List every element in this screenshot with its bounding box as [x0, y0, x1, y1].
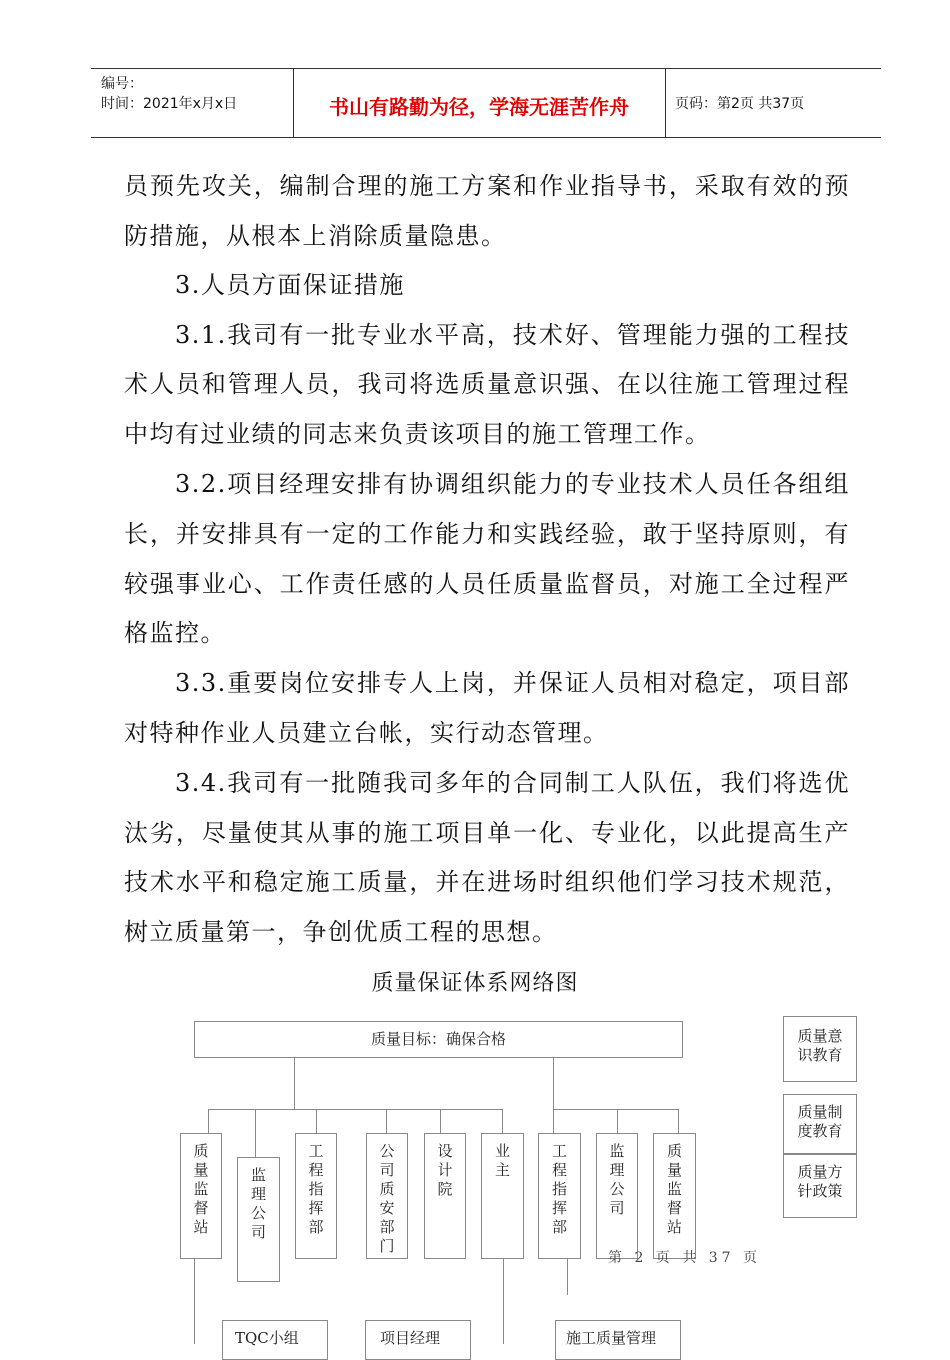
- body-line: 对特种作业人员建立台帐，实行动态管理。: [124, 719, 609, 747]
- body-line: 3.2.项目经理安排有协调组织能力的专业技术人员任各组组: [175, 470, 850, 498]
- connector-line: [553, 1109, 678, 1110]
- org-box-char: 部: [379, 1218, 395, 1236]
- org-box-char: 监: [609, 1142, 625, 1160]
- org-box-char: 站: [666, 1218, 682, 1236]
- diagram-title: 质量保证体系网络图: [371, 971, 579, 996]
- org-box-char: 司: [379, 1161, 395, 1179]
- connector-line: [208, 1109, 209, 1133]
- org-box-char: 监: [666, 1180, 682, 1198]
- body-line: 树立质量第一，争创优质工程的思想。: [124, 918, 558, 946]
- org-box-quality-supervision-station-2: [653, 1133, 696, 1259]
- org-box-char: 公: [250, 1204, 266, 1222]
- section-heading: 3.人员方面保证措施: [175, 271, 405, 299]
- org-box-char: 主: [494, 1161, 510, 1179]
- org-box-char: 设: [437, 1142, 453, 1160]
- connector-line: [194, 1259, 195, 1344]
- connector-line: [208, 1109, 502, 1110]
- construction-quality-management-box: 施工质量管理: [555, 1320, 681, 1360]
- body-line: 格监控。: [124, 619, 226, 647]
- body-line: 较强事业心、工作责任感的人员任质量监督员，对施工全过程严: [124, 570, 850, 598]
- org-box-char: 计: [437, 1161, 453, 1179]
- org-box-char: 工: [308, 1142, 324, 1160]
- org-box-char: 公: [609, 1180, 625, 1198]
- body-line: 汰劣，尽量使其从事的施工项目单一化、专业化，以此提高生产: [124, 819, 850, 847]
- side-box-policy: [783, 1154, 857, 1218]
- header-meta-cell: [91, 69, 294, 137]
- side-box-text: 识教育: [797, 1046, 843, 1064]
- org-box-char: 业: [494, 1142, 510, 1160]
- project-manager-box: 项目经理: [365, 1320, 471, 1360]
- connector-line: [617, 1109, 618, 1133]
- connector-line: [503, 1259, 504, 1344]
- body-line: 长，并安排具有一定的工作能力和实践经验，敢于坚持原则，有: [124, 520, 850, 548]
- org-box-char: 司: [609, 1199, 625, 1217]
- org-box-supervision-company-2: [596, 1133, 638, 1259]
- org-box-char: 站: [193, 1218, 209, 1236]
- body-line: 3.1.我司有一批专业水平高，技术好、管理能力强的工程技: [175, 321, 850, 349]
- org-box-project-command: [295, 1133, 337, 1259]
- page-footer: 第 2 页 共 37 页: [608, 1250, 761, 1266]
- org-box-char: 司: [250, 1223, 266, 1241]
- org-box-char: 理: [609, 1161, 625, 1179]
- connector-line: [294, 1058, 295, 1110]
- org-box-char: 挥: [308, 1199, 324, 1217]
- org-box-char: 指: [551, 1180, 567, 1198]
- org-box-char: 督: [193, 1199, 209, 1217]
- org-box-design-institute: [424, 1133, 466, 1259]
- header-motto: 书山有路勤为径，学海无涯苦作舟: [329, 95, 629, 119]
- org-box-char: 量: [666, 1161, 682, 1179]
- org-box-char: 指: [308, 1180, 324, 1198]
- connector-line: [678, 1109, 679, 1133]
- body-line: 术人员和管理人员，我司将选质量意识强、在以往施工管理过程: [124, 370, 850, 398]
- header-page-cell: [665, 69, 881, 137]
- connector-line: [553, 1058, 554, 1136]
- body-line: 3.3.重要岗位安排专人上岗，并保证人员相对稳定，项目部: [175, 669, 850, 697]
- connector-line: [316, 1109, 317, 1133]
- body-line: 技术水平和稳定施工质量，并在进场时组织他们学习技术规范，: [124, 868, 850, 896]
- org-box-owner: [481, 1133, 524, 1259]
- body-line: 中均有过业绩的同志来负责该项目的施工管理工作。: [124, 420, 711, 448]
- connector-line: [440, 1109, 441, 1133]
- quality-goal-box: 质量目标：确保合格: [194, 1021, 683, 1058]
- body-line: 3.4.我司有一批随我司多年的合同制工人队伍，我们将选优: [175, 769, 850, 797]
- org-box-char: 监: [193, 1180, 209, 1198]
- org-box-quality-supervision-station: [180, 1133, 222, 1259]
- connector-line: [386, 1109, 387, 1133]
- org-box-char: 工: [551, 1142, 567, 1160]
- connector-line: [255, 1109, 256, 1157]
- org-box-char: 程: [308, 1161, 324, 1179]
- side-box-text: 质量意: [797, 1027, 843, 1045]
- org-box-char: 部: [308, 1218, 324, 1236]
- side-box-awareness: [783, 1016, 857, 1082]
- org-box-char: 公: [379, 1142, 395, 1160]
- org-box-char: 督: [666, 1199, 682, 1217]
- header-page-number: 页码：第2页 共37页: [675, 96, 805, 112]
- org-box-supervision-company: [237, 1157, 280, 1282]
- org-box-company-safety-dept: [366, 1133, 408, 1259]
- page-header: [91, 68, 881, 138]
- body-line: 防措施，从根本上消除质量隐患。: [124, 222, 507, 250]
- org-box-char: 量: [193, 1161, 209, 1179]
- tqc-group-box: TQC小组: [222, 1320, 328, 1360]
- org-box-char: 部: [551, 1218, 567, 1236]
- body-line: 员预先攻关，编制合理的施工方案和作业指导书，采取有效的预: [124, 172, 850, 200]
- side-box-text: 质量方: [797, 1163, 843, 1181]
- org-box-char: 程: [551, 1161, 567, 1179]
- side-box-system: [783, 1094, 857, 1154]
- side-box-text: 质量制: [797, 1103, 843, 1121]
- org-box-char: 质: [193, 1142, 209, 1160]
- org-box-char: 质: [379, 1180, 395, 1198]
- doc-time: 时间：2021年x月x日: [101, 96, 238, 112]
- org-box-char: 挥: [551, 1199, 567, 1217]
- org-box-char: 安: [379, 1199, 395, 1217]
- connector-line: [567, 1259, 568, 1295]
- org-box-project-command-2: [538, 1133, 581, 1259]
- connector-line: [502, 1109, 503, 1133]
- org-box-char: 院: [437, 1180, 453, 1198]
- doc-id-label: 编号：: [101, 76, 143, 92]
- side-box-text: 度教育: [797, 1122, 843, 1140]
- header-motto-cell: [293, 69, 666, 137]
- org-box-char: 质: [666, 1142, 682, 1160]
- side-box-text: 针政策: [797, 1182, 843, 1200]
- org-box-char: 理: [250, 1185, 266, 1203]
- org-box-char: 监: [250, 1166, 266, 1184]
- org-box-char: 门: [379, 1237, 395, 1255]
